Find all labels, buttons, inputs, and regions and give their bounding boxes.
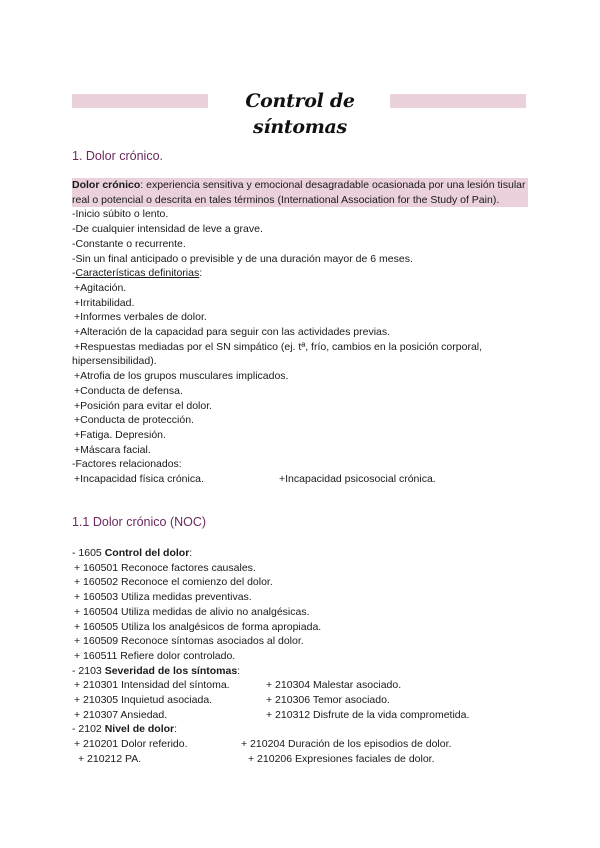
characteristic-item: +Alteración de la capacidad para seguir con las actividades previas. xyxy=(74,326,391,339)
characteristic-item-continuation: hipersensibilidad). xyxy=(72,355,157,368)
noc-item: + 160505 Utiliza los analgésicos de forma apropiada. xyxy=(74,620,322,633)
related-factors-row xyxy=(72,472,528,487)
characteristic-item: +Irritabilidad. xyxy=(74,296,135,309)
characteristic-item: +Atrofia de los grupos musculares implicados. xyxy=(74,370,289,383)
noc-item: + 210212 PA. xyxy=(78,752,142,765)
noc-row xyxy=(72,678,528,693)
title-banner xyxy=(72,88,526,138)
noc-item: + 210306 Temor asociado. xyxy=(266,694,390,707)
noc-item: + 210301 Intensidad del síntoma. xyxy=(74,679,230,692)
related-factor-left: +Incapacidad física crónica. xyxy=(74,473,204,486)
characteristic-item: +Fatiga. Depresión. xyxy=(74,428,166,441)
noc-row xyxy=(72,737,528,752)
line-duration: -Sin un final anticipado o previsible y de una duración mayor de 6 meses. xyxy=(72,252,413,265)
noc-row xyxy=(72,752,528,767)
definition-text: : experiencia sensitiva y emocional desagradable ocasionada por una lesión tisular real o potencial o descrita en tales términos (International Association for the Study of Pain). xyxy=(72,179,526,206)
line-constancy: -Constante o recurrente. xyxy=(72,237,186,250)
noc-item: + 210312 Disfrute de la vida comprometida. xyxy=(266,708,470,721)
definition-paragraph xyxy=(72,178,528,207)
noc-row xyxy=(72,693,528,708)
group-heading-nivel-dolor: - 2102 Nivel de dolor: xyxy=(72,723,178,736)
line-onset: -Inicio súbito o lento. xyxy=(72,208,169,221)
noc-item: + 160502 Reconoce el comienzo del dolor. xyxy=(74,576,273,589)
title-highlight-left xyxy=(72,94,208,108)
section1-body xyxy=(72,178,528,487)
title-highlight-right xyxy=(390,94,526,108)
section2-body xyxy=(72,546,528,766)
noc-item: + 210206 Expresiones faciales de dolor. xyxy=(248,752,435,765)
noc-item: + 160504 Utiliza medidas de alivio no analgésicas. xyxy=(74,605,310,618)
noc-item: + 210304 Malestar asociado. xyxy=(266,679,402,692)
characteristic-item: +Respuestas mediadas por el SN simpático (ej. tª, frío, cambios en la posición corporal, xyxy=(74,340,483,353)
characteristic-item: +Máscara facial. xyxy=(74,443,151,456)
characteristics-label: Características definitorias xyxy=(75,267,200,280)
section-heading-dolor-cronico: 1. Dolor crónico. xyxy=(72,149,164,163)
noc-item: + 210201 Dolor referido. xyxy=(74,738,188,751)
related-factor-right: +Incapacidad psicosocial crónica. xyxy=(279,473,436,486)
section-heading-noc: 1.1 Dolor crónico (NOC) xyxy=(72,515,207,529)
noc-item: + 160501 Reconoce factores causales. xyxy=(74,561,256,574)
characteristics-label-line: -Características definitorias: xyxy=(72,267,203,280)
noc-row xyxy=(72,708,528,723)
line-intensity: -De cualquier intensidad de leve a grave. xyxy=(72,223,263,236)
noc-item: + 210204 Duración de los episodios de dolor. xyxy=(241,738,452,751)
noc-item: + 210305 Inquietud asociada. xyxy=(74,694,213,707)
characteristic-item: +Agitación. xyxy=(74,281,127,294)
page-title: Control de síntomas xyxy=(245,90,355,138)
related-factors-label: -Factores relacionados: xyxy=(72,458,182,471)
group-heading-severidad: - 2103 Severidad de los síntomas: xyxy=(72,664,241,677)
noc-item: + 160503 Utiliza medidas preventivas. xyxy=(74,591,252,604)
characteristic-item: +Conducta de protección. xyxy=(74,414,194,427)
group-heading-control-dolor: - 1605 Control del dolor: xyxy=(72,547,193,559)
definition-term: Dolor crónico xyxy=(72,179,141,191)
characteristic-item: +Conducta de defensa. xyxy=(74,384,183,397)
noc-item: + 160509 Reconoce síntomas asociados al dolor. xyxy=(74,635,304,648)
characteristic-item: +Informes verbales de dolor. xyxy=(74,311,207,324)
noc-item: + 160511 Refiere dolor controlado. xyxy=(74,649,236,662)
characteristic-item: +Posición para evitar el dolor. xyxy=(74,399,213,412)
noc-item: + 210307 Ansiedad. xyxy=(74,708,168,721)
